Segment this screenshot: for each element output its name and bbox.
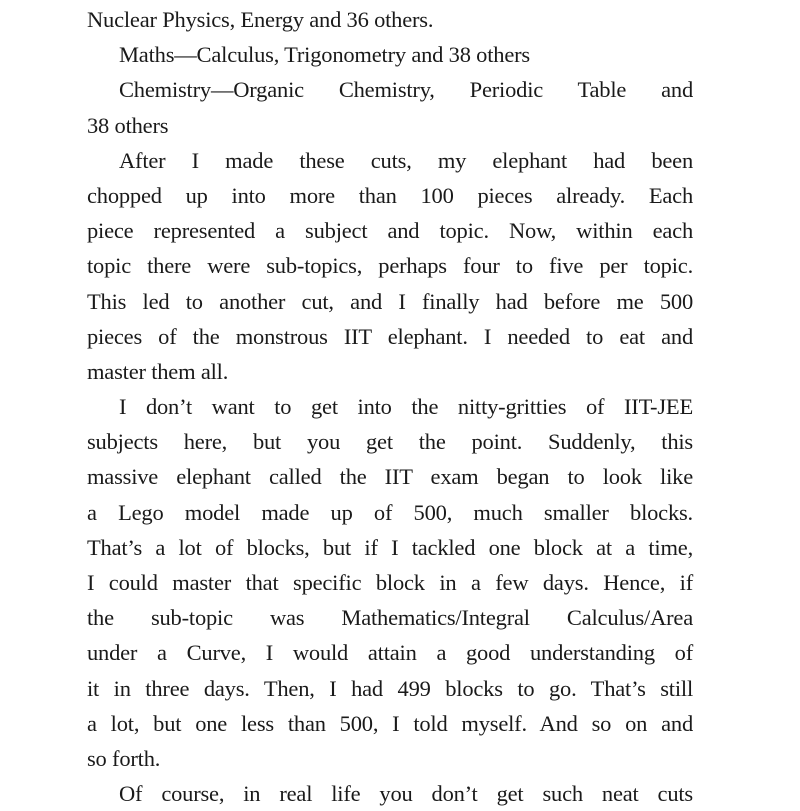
text-line: under a Curve, I would attain a good understanding of bbox=[87, 640, 693, 666]
text-line: so forth. bbox=[87, 745, 161, 771]
text-line: chopped up into more than 100 pieces already. Each bbox=[87, 182, 693, 208]
text-line: After I made these cuts, my elephant had been bbox=[119, 147, 693, 173]
text-line: piece represented a subject and topic. Now, within each bbox=[87, 218, 693, 244]
paragraph-physics-cont bbox=[87, 2, 693, 37]
text-line: a Lego model made up of 500, much smaller blocks. bbox=[87, 499, 693, 525]
text-line: Maths—Calculus, Trigonometry and 38 others bbox=[119, 42, 530, 68]
text-line: 38 others bbox=[87, 112, 169, 138]
text-line: it in three days. Then, I had 499 blocks to go. That’s still bbox=[87, 675, 693, 701]
text-line: That’s a lot of blocks, but if I tackled one block at a time, bbox=[87, 534, 693, 560]
text-line: I could master that specific block in a few days. Hence, if bbox=[87, 570, 693, 595]
text-line: topic there were sub-topics, perhaps four to five per topic. bbox=[87, 253, 693, 279]
paragraph-nitty-gritties bbox=[87, 389, 693, 776]
text-line: master them all. bbox=[87, 358, 229, 384]
text-line: massive elephant called the IIT exam began to look like bbox=[87, 464, 693, 490]
text-line: Of course, in real life you don’t get such neat cuts bbox=[119, 781, 693, 807]
paragraph-maths bbox=[87, 37, 693, 72]
text-line: I don’t want to get into the nitty-gritties of IIT-JEE bbox=[119, 394, 693, 420]
text-line: Nuclear Physics, Energy and 36 others. bbox=[87, 7, 434, 32]
text-line: subjects here, but you get the point. Suddenly, this bbox=[87, 429, 693, 455]
book-page-text bbox=[87, 2, 693, 811]
text-line: Chemistry—Organic Chemistry, Periodic Table and bbox=[119, 77, 693, 103]
paragraph-after-cuts bbox=[87, 143, 693, 389]
paragraph-chemistry bbox=[87, 72, 693, 142]
paragraph-of-course bbox=[87, 776, 693, 811]
text-line: pieces of the monstrous IIT elephant. I needed to eat and bbox=[87, 323, 693, 349]
text-line: the sub-topic was Mathematics/Integral Calculus/Area bbox=[87, 605, 693, 631]
text-line: This led to another cut, and I finally had before me 500 bbox=[87, 288, 693, 314]
text-line: a lot, but one less than 500, I told myself. And so on and bbox=[87, 710, 693, 736]
